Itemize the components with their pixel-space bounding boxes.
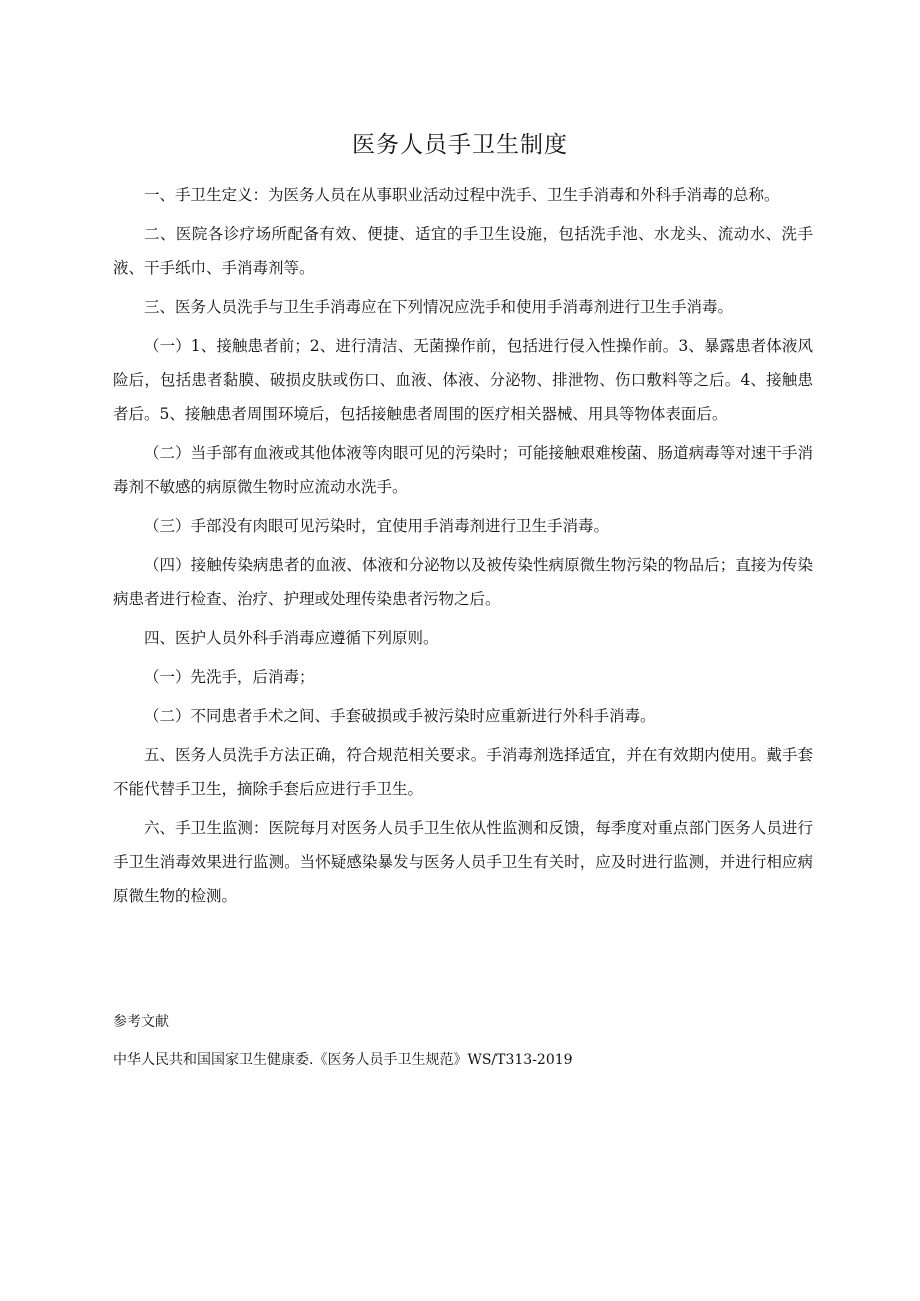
references-heading: 参考文献 (113, 1014, 169, 1030)
document-title: 医务人员手卫生制度 (352, 132, 568, 158)
paragraph-item-4: （四）接触传染病患者的血液、体液和分泌物以及被传染性病原微生物污染的物品后；直接为传染病患者进行检查、治疗、护理或处理传染患者污物之后。 (113, 556, 813, 608)
paragraph-item-2: （二）当手部有血液或其他体液等肉眼可见的污染时；可能接触艰难梭菌、肠道病毒等对速干手消毒剂不敏感的病原微生物时应流动水洗手。 (113, 444, 813, 496)
paragraph-surgical-item-1: （一）先洗手，后消毒； (144, 668, 315, 686)
paragraph-surgical-principles: 四、医护人员外科手消毒应遵循下列原则。 (144, 629, 439, 647)
paragraph-facilities: 二、医院各诊疗场所配备有效、便捷、适宜的手卫生设施，包括洗手池、水龙头、流动水、洗手液、干手纸巾、手消毒剂等。 (113, 225, 813, 277)
reference-item: 中华人民共和国国家卫生健康委.《医务人员手卫生规范》WS/T313-2019 (113, 1052, 573, 1068)
paragraph-monitoring: 六、手卫生监测：医院每月对医务人员手卫生依从性监测和反馈，每季度对重点部门医务人员进行手卫生消毒效果进行监测。当怀疑感染暴发与医务人员手卫生有关时，应及时进行监测，并进行相应病原微生物的检测。 (113, 819, 813, 905)
paragraph-item-3: （三）手部没有肉眼可见污染时，宜使用手消毒剂进行卫生手消毒。 (144, 517, 610, 535)
paragraph-hand-hygiene-situations: 三、医务人员洗手与卫生手消毒应在下列情况应洗手和使用手消毒剂进行卫生手消毒。 (144, 298, 734, 316)
paragraph-surgical-item-2: （二）不同患者手术之间、手套破损或手被污染时应重新进行外科手消毒。 (144, 707, 656, 725)
document-body (113, 178, 813, 918)
paragraph-item-1: （一）1、接触患者前；2、进行清洁、无菌操作前，包括进行侵入性操作前。3、暴露患者体液风险后，包括患者黏膜、破损皮肤或伤口、血液、体液、分泌物、排泄物、伤口敷料等之后。4、接触患者后。5、接触患者周围环境后，包括接触患者周围的医疗相关器械、用具等物体表面后。 (113, 337, 813, 423)
paragraph-definition: 一、手卫生定义：为医务人员在从事职业活动过程中洗手、卫生手消毒和外科手消毒的总称。 (144, 186, 780, 204)
paragraph-method: 五、医务人员洗手方法正确，符合规范相关要求。手消毒剂选择适宜，并在有效期内使用。戴手套不能代替手卫生，摘除手套后应进行手卫生。 (113, 746, 813, 798)
references-section (113, 1010, 813, 1072)
